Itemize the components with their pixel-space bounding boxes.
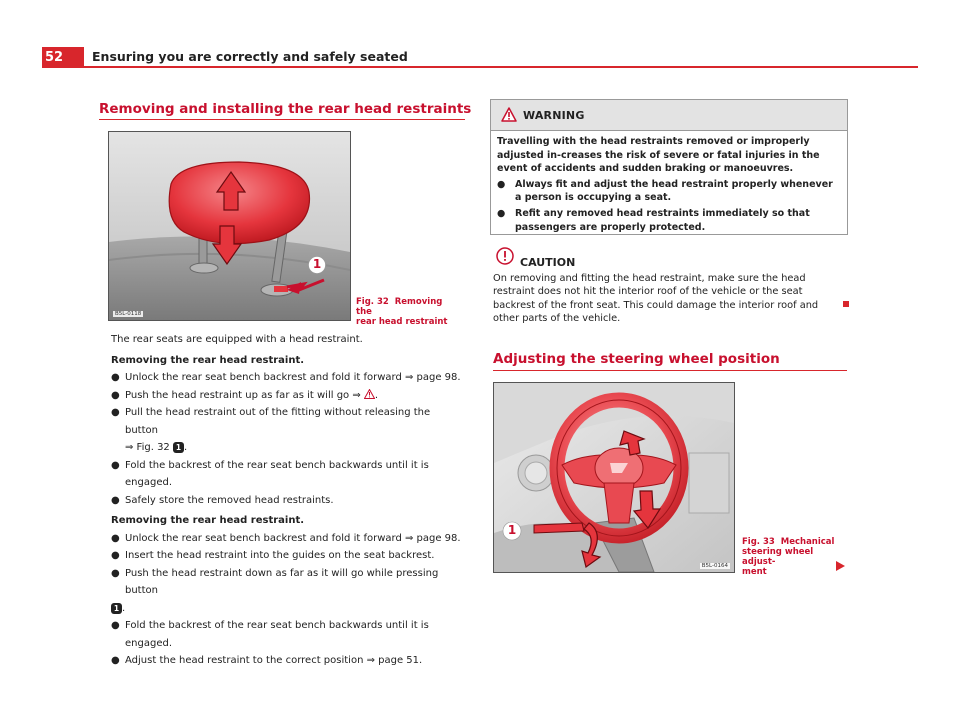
page-number: 52 xyxy=(42,47,84,68)
installing-step-3: ● Push the head restraint down as far as it will go while pressing button 1 . xyxy=(111,567,439,614)
figure-caption-line3: ment xyxy=(742,567,767,577)
figure-32-caption xyxy=(356,297,456,327)
warning-triangle-icon xyxy=(364,389,375,399)
warning-title: WARNING xyxy=(523,109,585,122)
header-rule xyxy=(42,66,918,68)
figure-marker-1: 1 xyxy=(507,523,517,537)
figure-caption-line2: rear head restraint xyxy=(356,317,448,327)
installing-step-4: ● Fold the backrest of the rear seat bench backwards until it is engaged. xyxy=(111,620,429,649)
warning-body xyxy=(491,131,847,234)
figure-caption-label: Fig. 33 xyxy=(742,537,775,547)
installing-step-2: ● Insert the head restraint into the guides on the seat backrest. xyxy=(111,550,435,561)
figure-code: B5L-0164 xyxy=(701,563,728,569)
section-title-head-restraints: Removing and installing the rear head restraints xyxy=(99,101,472,117)
warning-triangle-icon xyxy=(501,107,517,122)
removing-heading: Removing the rear head restraint. xyxy=(111,354,305,366)
warning-text-3: ● Refit any removed head restraints immediately so that passengers are properly protected. xyxy=(497,207,810,233)
button-1-badge: 1 xyxy=(111,603,122,614)
installing-step-5: ● Adjust the head restraint to the correct position ⇒ page 51. xyxy=(111,655,423,666)
caution-title: CAUTION xyxy=(520,256,576,269)
figure-code: B5L-0118 xyxy=(115,311,142,317)
removing-step-3: ● Pull the head restraint out of the fitting without releasing the button ⇒ Fig. 32 1 . xyxy=(111,407,431,453)
figure-caption-line1: Removing the xyxy=(356,297,443,317)
left-body-text xyxy=(111,331,466,670)
caution-text: On removing and fitting the head restraint, make sure the head restraint does not hit the interior roof of the vehicle or the seat backrest of the front seat. This could damage the interior roof and other parts of the vehicle. xyxy=(493,273,819,325)
figure-caption-label: Fig. 32 xyxy=(356,297,389,307)
installing-step-1: ● Unlock the rear seat bench backrest and fold it forward ⇒ page 98. xyxy=(111,532,461,544)
figure-33-caption xyxy=(742,537,842,577)
caution-icon xyxy=(496,247,514,265)
removing-step-5: ● Safely store the removed head restraints. xyxy=(111,494,334,506)
warning-header xyxy=(491,100,847,131)
steering-wheel-illustration xyxy=(494,383,734,572)
figure-marker-1: 1 xyxy=(312,257,322,271)
figure-33-steering-wheel xyxy=(493,382,735,573)
figure-32-head-restraint xyxy=(108,131,351,321)
installing-heading: Removing the rear head restraint. xyxy=(111,515,305,526)
running-header-title: Ensuring you are correctly and safely seated xyxy=(92,49,408,64)
continue-arrow-icon xyxy=(836,561,845,571)
figure-caption-line2: steering wheel adjust- xyxy=(742,547,814,567)
section-title-steering-wheel: Adjusting the steering wheel position xyxy=(493,351,780,367)
warning-text-1: Travelling with the head restraints removed or improperly adjusted in-creases the risk of severe or fatal injuries in the event of accidents and sudden braking or manoeuvres. xyxy=(497,136,820,175)
figure-caption-line1: Mechanical xyxy=(780,537,835,547)
end-of-section-marker xyxy=(843,301,849,307)
section-rule-left xyxy=(99,119,465,120)
button-1-badge: 1 xyxy=(173,442,184,453)
section-rule-right xyxy=(493,370,847,371)
removing-step-4: ● Fold the backrest of the rear seat bench backwards until it is engaged. xyxy=(111,459,429,488)
warning-box xyxy=(490,99,848,235)
intro-text: The rear seats are equipped with a head restraint. xyxy=(111,334,363,345)
removing-step-2: ● Push the head restraint up as far as it will go ⇒ . xyxy=(111,389,379,401)
warning-text-2: ● Always fit and adjust the head restraint properly whenever a person is occupying a seat. xyxy=(497,178,833,204)
removing-step-1: ● Unlock the rear seat bench backrest and fold it forward ⇒ page 98. xyxy=(111,372,461,383)
head-restraint-illustration xyxy=(109,132,350,320)
